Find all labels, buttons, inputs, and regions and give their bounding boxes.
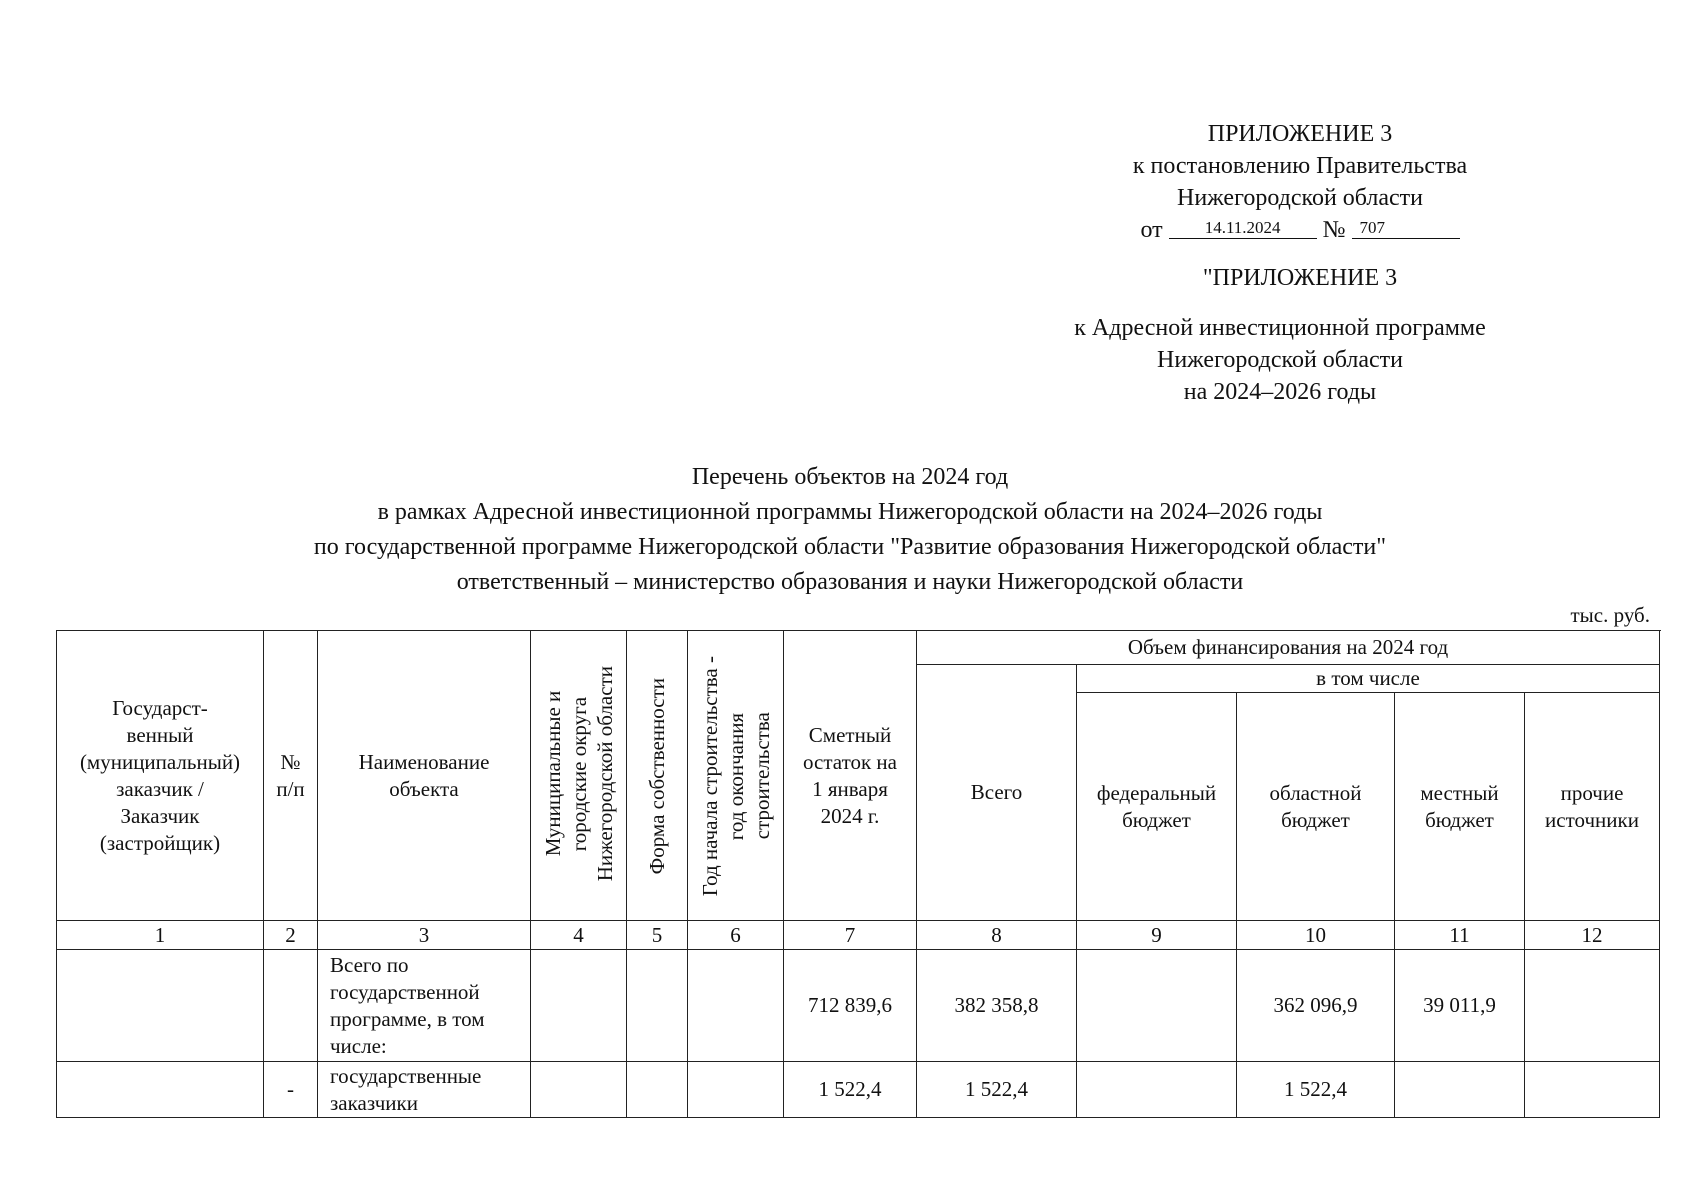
- program-line-2: Нижегородской области: [1156, 347, 1404, 373]
- header-municipal: [531, 631, 627, 921]
- header-name-l1: Наименование: [358, 749, 490, 774]
- units-label: тыс. руб.: [1570, 603, 1650, 627]
- cell-customer: [57, 950, 264, 1062]
- header-years-l1: Год начала строительства -: [697, 655, 722, 897]
- header-years-l3: строительства: [749, 712, 774, 840]
- col-number: 12: [1525, 921, 1660, 950]
- header-years-l2: год окончания: [723, 712, 748, 840]
- header-customer-l3: (муниципальный): [79, 749, 241, 774]
- inner-appendix-title: "ПРИЛОЖЕНИЕ 3: [1202, 265, 1398, 291]
- cell-name-l1: государственные: [330, 1063, 482, 1088]
- approval-header: [1040, 118, 1560, 246]
- header-customer-l5: Заказчик: [120, 803, 200, 828]
- document-title: [120, 460, 1580, 600]
- col-number: 3: [318, 921, 531, 950]
- header-municipal-l1: Муниципальные и: [540, 691, 565, 857]
- header-customer: [57, 631, 264, 921]
- header-municipal-l2: городские округа: [566, 696, 591, 852]
- cell-total: 382 358,8: [917, 950, 1077, 1062]
- header-regional: [1237, 693, 1395, 921]
- cell-local: [1395, 1062, 1525, 1118]
- col-number: 11: [1395, 921, 1525, 950]
- header-local: [1395, 693, 1525, 921]
- title-line-1: Перечень объектов на 2024 год: [691, 464, 1009, 490]
- header-balance-l1: Сметный: [808, 722, 892, 747]
- cell-num: -: [264, 1062, 318, 1118]
- cell-years: [688, 950, 784, 1062]
- program-header: [1000, 312, 1560, 408]
- cell-num: [264, 950, 318, 1062]
- cell-regional: 1 522,4: [1237, 1062, 1395, 1118]
- program-line-1: к Адресной инвестиционной программе: [1074, 315, 1486, 341]
- header-balance: [784, 631, 917, 921]
- header-municipal-l3: Нижегородской области: [592, 666, 617, 882]
- header-local-l2: бюджет: [1425, 807, 1494, 832]
- cell-ownership: [627, 1062, 688, 1118]
- program-line-3: на 2024–2026 годы: [1183, 379, 1377, 405]
- header-local-l1: местный: [1420, 780, 1499, 805]
- header-name-l2: объекта: [389, 776, 459, 801]
- region-line: Нижегородской области: [1176, 185, 1424, 211]
- header-balance-l2: остаток на: [803, 749, 897, 774]
- table-row: [57, 1062, 1660, 1118]
- number-prefix: №: [1322, 217, 1346, 243]
- cell-federal: [1077, 1062, 1237, 1118]
- header-num-l2: п/п: [276, 776, 305, 801]
- cell-other: [1525, 950, 1660, 1062]
- cell-municipal: [531, 1062, 627, 1118]
- cell-local: 39 011,9: [1395, 950, 1525, 1062]
- header-customer-l2: венный: [126, 722, 194, 747]
- col-number: 10: [1237, 921, 1395, 950]
- header-regional-l1: областной: [1269, 780, 1362, 805]
- header-other: [1525, 693, 1660, 921]
- cell-name-l2: заказчики: [330, 1090, 418, 1115]
- header-federal-l1: федеральный: [1096, 780, 1217, 805]
- cell-customer: [57, 1062, 264, 1118]
- date-value: 14.11.2024: [1169, 218, 1317, 239]
- cell-years: [688, 1062, 784, 1118]
- header-including: в том числе: [1077, 665, 1660, 693]
- title-line-3: по государственной программе Нижегородской области "Развитие образования Нижегородской области": [313, 534, 1387, 560]
- date-prefix: от: [1140, 217, 1163, 243]
- col-number: 5: [627, 921, 688, 950]
- header-row-1: [57, 631, 1660, 665]
- header-regional-l2: бюджет: [1281, 807, 1350, 832]
- inner-appendix-header: [1020, 262, 1580, 294]
- header-funding: Объем финансирования на 2024 год: [917, 631, 1660, 665]
- cell-name: [318, 1062, 531, 1118]
- header-total: Всего: [917, 665, 1077, 921]
- col-number: 4: [531, 921, 627, 950]
- col-number: 7: [784, 921, 917, 950]
- date-number-line: [1040, 214, 1560, 246]
- column-numbers-row: [57, 921, 1660, 950]
- col-number: 9: [1077, 921, 1237, 950]
- cell-regional: 362 096,9: [1237, 950, 1395, 1062]
- header-customer-l1: Государст-: [112, 695, 208, 720]
- objects-table: [56, 630, 1660, 1118]
- header-balance-l3: 1 января: [812, 776, 888, 801]
- header-other-l2: источники: [1545, 807, 1639, 832]
- cell-name-l1: Всего по: [330, 952, 409, 977]
- cell-name-l4: числе:: [330, 1033, 387, 1058]
- header-name: [318, 631, 531, 921]
- cell-name: [318, 950, 531, 1062]
- header-municipal-text: [540, 666, 618, 881]
- header-customer-l4: заказчик /: [116, 776, 204, 801]
- header-federal-l2: бюджет: [1122, 807, 1191, 832]
- decree-line: к постановлению Правительства: [1132, 153, 1468, 179]
- header-other-l1: прочие: [1560, 780, 1624, 805]
- number-value: 707: [1352, 218, 1460, 239]
- cell-balance: 1 522,4: [784, 1062, 917, 1118]
- cell-name-l3: программе, в том: [330, 1006, 485, 1031]
- table-row: [57, 950, 1660, 1062]
- header-ownership: [627, 631, 688, 921]
- col-number: 8: [917, 921, 1077, 950]
- header-num: [264, 631, 318, 921]
- cell-name-l2: государственной: [330, 979, 480, 1004]
- appendix-title: ПРИЛОЖЕНИЕ 3: [1207, 121, 1393, 147]
- header-ownership-text: Форма собственности: [645, 677, 669, 875]
- cell-ownership: [627, 950, 688, 1062]
- cell-municipal: [531, 950, 627, 1062]
- cell-other: [1525, 1062, 1660, 1118]
- header-federal: [1077, 693, 1237, 921]
- col-number: 2: [264, 921, 318, 950]
- col-number: 1: [57, 921, 264, 950]
- col-number: 6: [688, 921, 784, 950]
- cell-balance: 712 839,6: [784, 950, 917, 1062]
- cell-total: 1 522,4: [917, 1062, 1077, 1118]
- header-num-l1: №: [280, 749, 301, 774]
- cell-federal: [1077, 950, 1237, 1062]
- header-balance-l4: 2024 г.: [820, 803, 880, 828]
- header-years: [688, 631, 784, 921]
- title-line-2: в рамках Адресной инвестиционной программы Нижегородской области на 2024–2026 годы: [377, 499, 1323, 525]
- header-customer-l6: (застройщик): [99, 830, 221, 855]
- title-line-4: ответственный – министерство образования и науки Нижегородской области: [456, 569, 1244, 595]
- header-years-text: [697, 656, 775, 896]
